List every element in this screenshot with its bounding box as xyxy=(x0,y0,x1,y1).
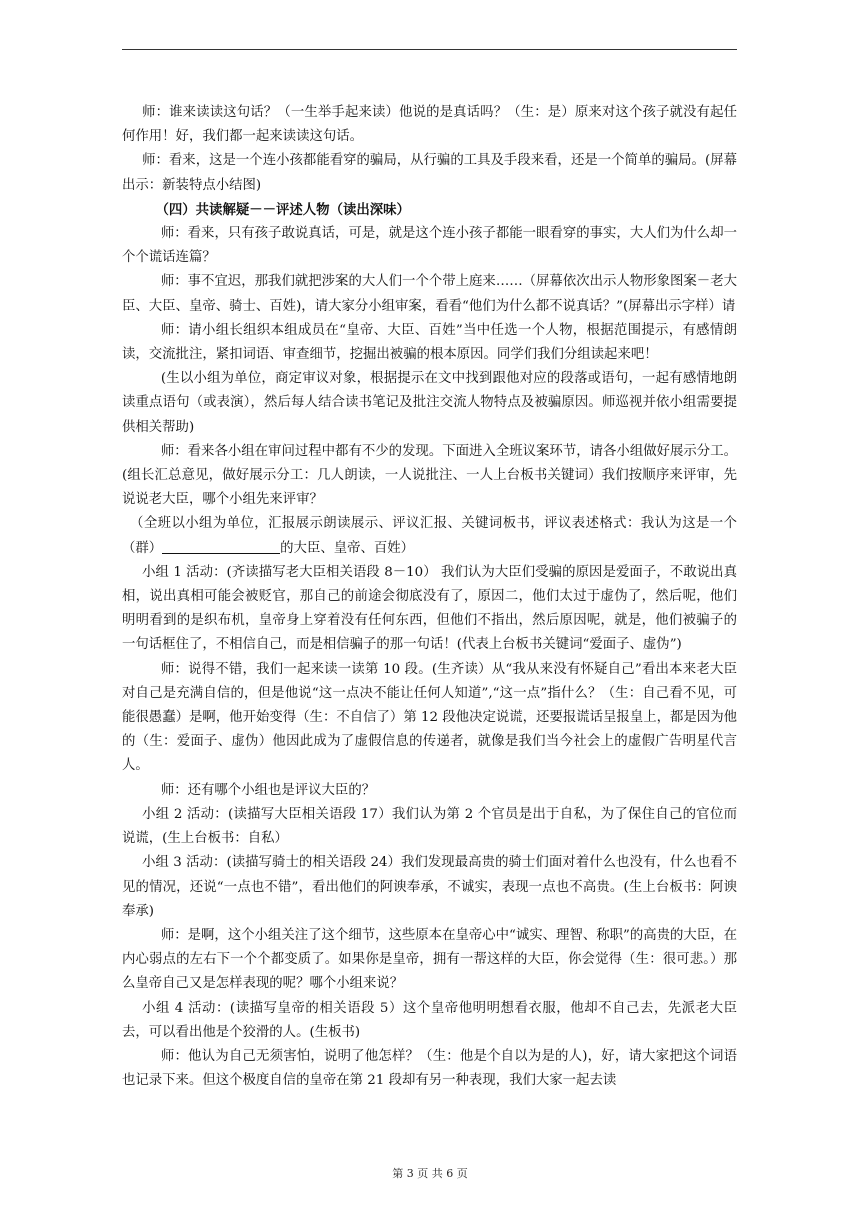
page-footer: 第 3 页 共 6 页 xyxy=(392,1167,468,1180)
paragraph: 师：事不宜迟，那我们就把涉案的大人们一个个带上庭来……（屏幕依次出示人物形象图案－老大臣、大臣、皇帝、骑士、百姓)，请大家分小组审案，看看“他们为什么都不说真话？”(屏幕出示字样）请 xyxy=(122,274,737,314)
section-heading: （四）共读解疑－－评述人物（读出深味） xyxy=(155,201,410,218)
paragraph: 小组 2 活动：(读描写大臣相关语段 17）我们认为第 2 个官员是出于自私，为了保住自己的官位而说谎，(生上台板书：自私） xyxy=(122,806,737,847)
paragraph: 师：还有哪个小组也是评议大臣的？ xyxy=(160,782,376,798)
paragraph: 师：他认为自己无须害怕，说明了他怎样？（生：他是个自以为是的人)，好，请大家把这个词语也记录下来。但这个极度自信的皇帝在第 21 段却有另一种表现，我们大家一起去读 xyxy=(122,1048,737,1089)
paragraph: 师：请小组长组织本组成员在“皇帝、大臣、百姓”当中任选一个人物，根据范围提示，有感情朗读，交流批注，紧扣词语、审查细节，挖掘出被骗的根本原因。同学们我们分组读起来吧！ xyxy=(122,322,737,363)
format-paragraph xyxy=(122,512,737,560)
header-rule xyxy=(122,49,737,50)
paragraph: 师：是啊，这个小组关注了这个细节，这些原本在皇帝心中“诚实、理智、称职”的高贵的大臣，在内心弱点的左右下一个个都变质了。如果你是皇帝，拥有一帮这样的大臣，你会觉得（生：很可悲。）那么皇帝自己又是怎样表现的呢？哪个小组来说？ xyxy=(122,927,737,992)
paragraph: 师：看来，这是一个连小孩都能看穿的骗局，从行骗的工具及手段来看，还是一个简单的骗局。(屏幕出示：新装特点小结图) xyxy=(122,153,737,193)
document-body xyxy=(122,101,737,1093)
paragraph: 师：看来各小组在审问过程中都有不少的发现。下面进入全班议案环节，请各小组做好展示分工。(组长汇总意见，做好展示分工：几人朗读，一人说批注、一人上台板书关键词）我们按顺序来评审，先说说老大臣，哪个小组先来评审？ xyxy=(122,443,737,508)
fill-in-blank xyxy=(162,539,280,554)
format-text-after: 的大臣、皇帝、百姓） xyxy=(280,540,415,556)
paragraph: (生以小组为单位，商定审议对象，根据提示在文中找到跟他对应的段落或语句，一起有感情地朗读重点语句（或表演），然后每人结合读书笔记及批注交流人物特点及被骗原因。师巡视并依小组需要提供相关帮助) xyxy=(122,371,737,435)
paragraph: 小组 3 活动：(读描写骑士的相关语段 24）我们发现最高贵的骑士们面对着什么也没有，什么也看不见的情况，还说“一点也不错”，看出他们的阿谀奉承，不诚实，表现一点也不高贵。(生上台板书：阿谀奉承) xyxy=(122,855,737,919)
paragraph: 小组 4 活动：(读描写皇帝的相关语段 5）这个皇帝他明明想看衣服，他却不自己去，先派老大臣去，可以看出他是个狡滑的人。(生板书) xyxy=(122,1000,737,1040)
format-text-before: （全班以小组为单位，汇报展示朗读展示、评议汇报、关键词板书，评议表述格式：我认为这是一个（群） xyxy=(122,516,737,556)
paragraph: 师：说得不错，我们一起来读一读第 10 段。(生齐读）从“我从来没有怀疑自己”看出本来老大臣对自己是充满自信的，但是他说“这一点决不能让任何人知道”,“这一点”指什么？（生：自己看不见，可能很愚蠢）是啊，他开始变得（生：不自信了）第 12 段他决定说谎，还要报谎话呈报皇上，都是因为他的（生：爱面子、虚伪）他因此成为了虚假信息的传递者，就像是我们当今社会上的虚假广告明星代言人。 xyxy=(122,661,737,774)
paragraph: 师：谁来读读这句话？（一生举手起来读）他说的是真话吗？（生：是）原来对这个孩子就没有起任何作用！好，我们都一起来读读这句话。 xyxy=(122,105,737,145)
paragraph: 师：看来，只有孩子敢说真话，可是，就是这个连小孩子都能一眼看穿的事实，大人们为什么却一个个谎话连篇？ xyxy=(122,226,737,266)
paragraph: 小组 1 活动：(齐读描写老大臣相关语段 8－10） 我们认为大臣们受骗的原因是爱面子，不敢说出真相，说出真相可能会被贬官，那自己的前途会彻底没有了，原因二，他们太过于虚伪了，然后呢，他们明明看到的是织布机，皇帝身上穿着没有任何东西，但他们不指出，然后原因呢，就是，他们被骗子的一句话框住了，不相信自己，而是相信骗子的那一句话！(代表上台板书关键词“爱面子、虚伪”) xyxy=(122,564,737,653)
